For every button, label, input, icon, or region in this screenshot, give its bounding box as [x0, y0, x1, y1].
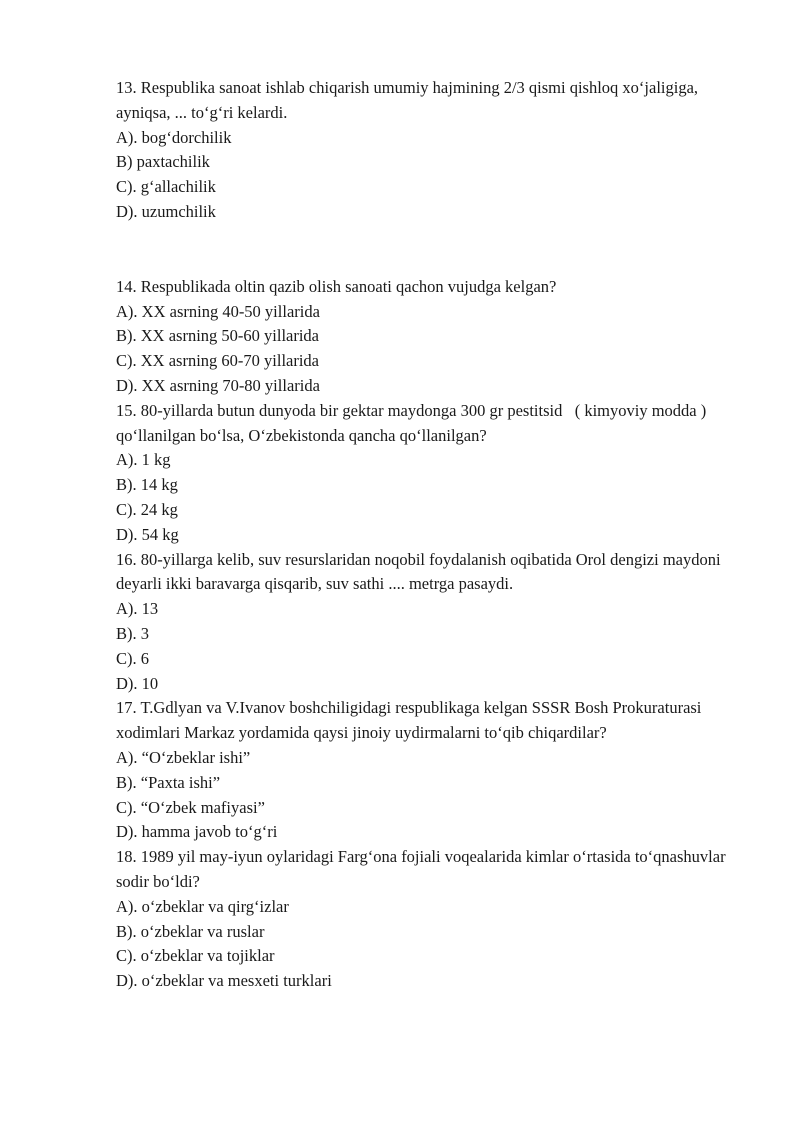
option-b: B) paxtachilik — [116, 152, 210, 172]
option-c: C). 24 kg — [116, 499, 178, 519]
option-d: D). 10 — [116, 673, 159, 693]
option-b: B). “Paxta ishi” — [116, 772, 221, 792]
question-text: 18. 1989 yil may-iyun oylaridagi Farg‘ona fojiali voqealarida kimlar o‘rtasida to‘qnashuvlar sodir bo‘ldi? — [116, 847, 730, 891]
question-16 — [116, 548, 746, 697]
option-c: C). o‘zbeklar va tojiklar — [116, 946, 275, 966]
option-d: D). uzumchilik — [116, 201, 216, 221]
question-13 — [116, 76, 746, 225]
question-text: 16. 80-yillarga kelib, suv resurslaridan noqobil foydalanish oqibatida Orol dengizi maydoni deyarli ikki baravarga qisqarib, suv sathi .... metrga pasaydi. — [116, 549, 725, 594]
document-page — [116, 76, 746, 994]
question-text: 17. T.Gdlyan va V.Ivanov boshchiligidagi respublikaga kelgan SSSR Bosh Prokuraturasi xodimlari Markaz yordamida qaysi jinoiy uydirmalarni to‘qib chiqardilar? — [116, 698, 706, 743]
option-d: D). 54 kg — [116, 524, 179, 544]
option-a: A). o‘zbeklar va qirg‘izlar — [116, 896, 289, 916]
option-a: A). 1 kg — [116, 450, 171, 470]
option-a: A). “O‘zbeklar ishi” — [116, 747, 251, 767]
question-15 — [116, 399, 746, 548]
option-a: A). XX asrning 40-50 yillarida — [116, 301, 320, 321]
option-d: D). o‘zbeklar va mesxeti turklari — [116, 971, 332, 991]
option-a: A). 13 — [116, 599, 159, 619]
question-17 — [116, 696, 746, 845]
option-b: B). 3 — [116, 623, 149, 643]
option-d: D). hamma javob to‘g‘ri — [116, 822, 278, 842]
question-14 — [116, 275, 746, 399]
option-b: B). 14 kg — [116, 475, 178, 495]
option-b: B). o‘zbeklar va ruslar — [116, 921, 265, 941]
option-c: C). g‘allachilik — [116, 177, 216, 197]
option-c: C). 6 — [116, 648, 149, 668]
option-c: C). “O‘zbek mafiyasi” — [116, 797, 265, 817]
option-b: B). XX asrning 50-60 yillarida — [116, 326, 320, 346]
question-text: 15. 80-yillarda butun dunyoda bir gektar maydonga 300 gr pestitsid ( kimyoviy modda ) qo‘llanilgan bo‘lsa, O‘zbekistonda qancha qo‘llanilgan? — [116, 400, 711, 445]
question-text: 14. Respublikada oltin qazib olish sanoati qachon vujudga kelgan? — [116, 276, 557, 296]
option-a: A). bog‘dorchilik — [116, 127, 232, 147]
question-18 — [116, 845, 746, 994]
option-c: C). XX asrning 60-70 yillarida — [116, 351, 320, 371]
option-d: D). XX asrning 70-80 yillarida — [116, 375, 320, 395]
question-text: 13. Respublika sanoat ishlab chiqarish umumiy hajmining 2/3 qismi qishloq xo‘jaligiga, ayniqsa, ... to‘g‘ri kelardi. — [116, 78, 703, 122]
